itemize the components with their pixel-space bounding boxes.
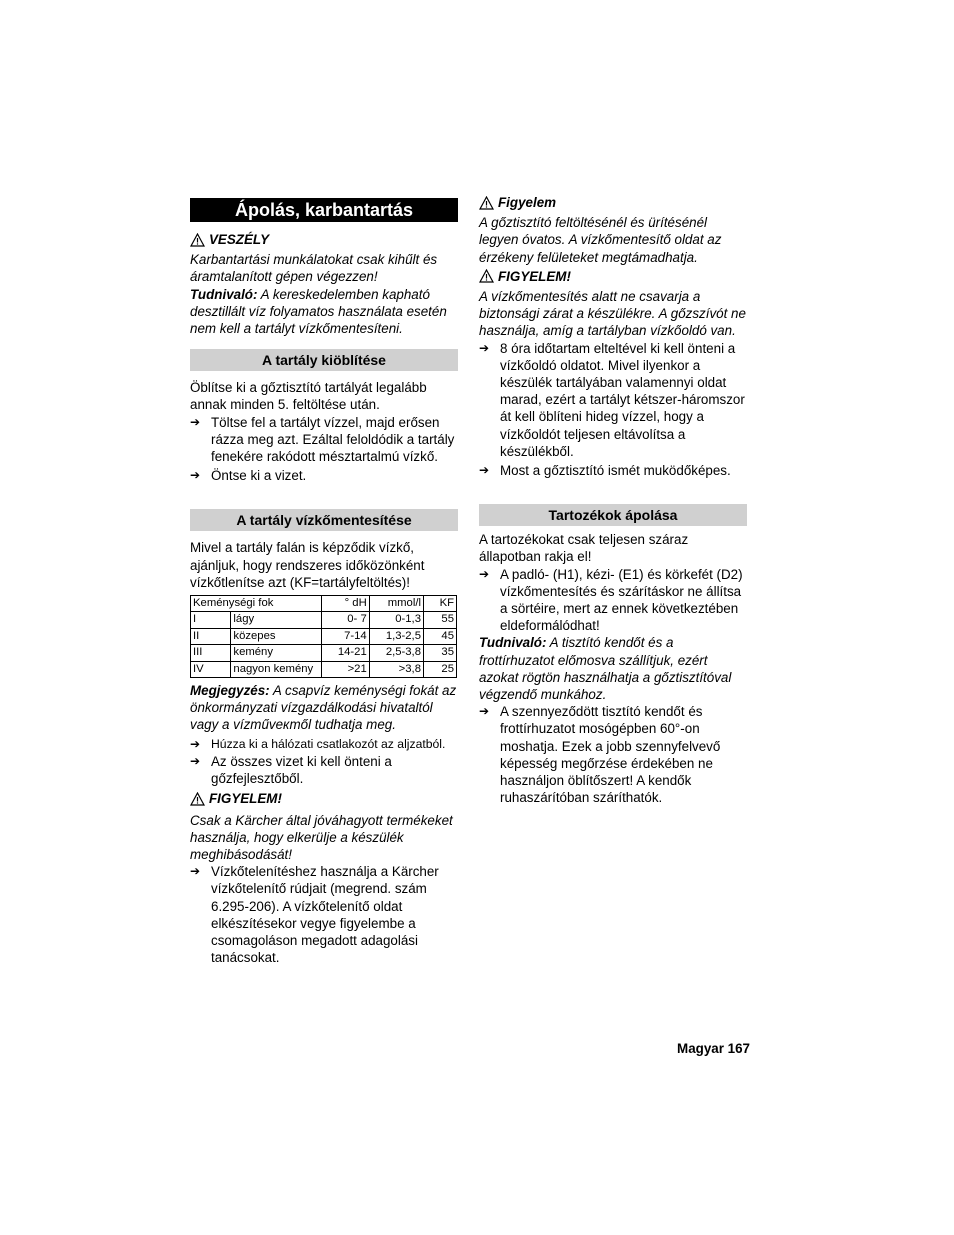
note-tudnivalo	[190, 286, 458, 338]
table-cell: 35	[423, 645, 456, 661]
warning-text: A gőztisztító feltöltésénél és ürítésénél legyen óvatos. A vízkőmentesítő oldat az érzékeny felületeket megtámadhatja.	[479, 215, 722, 265]
list-item	[479, 340, 747, 460]
warning-veszely	[190, 231, 458, 248]
step-text: Vízkőtelenítéshez használja a Kärcher vízkőtelenítő rúdjait (megrend. szám 6.295-206). A vízkőtelenítő oldat elkészítésekor vegye figyelembe a csomagoláson megadott adagolási tanácsokat.	[211, 864, 439, 966]
table-cell: 1,3-2,5	[369, 628, 423, 644]
table-cell: IV	[191, 661, 231, 677]
list-item	[190, 736, 458, 753]
section-heading-kiobites: A tartály kiöblítése	[190, 349, 458, 371]
arrow-right-icon: ➔	[190, 864, 201, 879]
table-cell: >3,8	[369, 661, 423, 677]
warning-triangle-icon	[190, 233, 205, 247]
warning-triangle-icon	[190, 792, 205, 806]
warning-triangle-icon	[479, 269, 494, 283]
warning-figyelem-small	[479, 194, 747, 211]
table-cell: 0-1,3	[369, 612, 423, 628]
hardness-table	[190, 595, 457, 678]
table-row	[191, 628, 457, 644]
warning-text: Csak a Kärcher által jóváhagyott termékeket használja, hogy elkerülje a készülék meghibásodását!	[190, 812, 453, 862]
step-text: Húzza ki a hálózati csatlakozót az aljzatból.	[211, 736, 446, 751]
step-text: A padló- (H1), kézi- (E1) és körkefét (D2) vízkőmentesítés és szárításkor ne állítsa a sörtéire, mert az ennek következtében eldeformálódhat!	[500, 566, 743, 634]
page-footer: Magyar 167	[677, 1041, 750, 1056]
table-cell: kemény	[231, 645, 321, 661]
section-intro: Öblítse ki a gőztisztító tartályát legalább annak minden 5. feltöltése után.	[190, 380, 427, 413]
warning-label: FIGYELEM!	[498, 268, 571, 284]
section-heading-tartozekok: Tartozékok ápolása	[479, 504, 747, 526]
table-cell: 7-14	[321, 628, 369, 644]
right-column	[479, 194, 747, 807]
table-cell: 25	[423, 661, 456, 677]
arrow-right-icon: ➔	[479, 566, 490, 581]
table-cell: II	[191, 628, 231, 644]
list-item	[190, 863, 458, 966]
table-cell: 2,5-3,8	[369, 645, 423, 661]
table-cell: 14-21	[321, 645, 369, 661]
step-text: Öntse ki a vizet.	[211, 468, 307, 484]
step-text: Most a gőztisztító ismét muködőképes.	[500, 463, 731, 479]
list-item	[190, 467, 458, 484]
step-text: Töltse fel a tartályt vízzel, majd erősen rázza meg azt. Ezáltal feloldódik a tartály fenekére rakódott mésztartalmú vízkő.	[211, 414, 455, 465]
note-label: Tudnivaló:	[190, 286, 258, 302]
table-row	[191, 645, 457, 661]
note-tudnivalo	[479, 634, 747, 703]
step-text: 8 óra időtartam elteltével ki kell önteni a vízkőoldó oldatot. Mivel ilyenkor a készülék tartályában valamennyi oldat marad, ezért a tartályt kétszer-háromszor át kell öblíteni hideg vízzel, hogy a vízkőoldót teljesen eltávolítsa a készülékből.	[500, 340, 745, 459]
warning-text: Karbantartási munkálatokat csak kihűlt és áramtalanított gépen végezzen!	[190, 252, 438, 285]
section-intro: A tartozékokat csak teljesen száraz állapotban rakja el!	[479, 532, 689, 565]
table-cell: 45	[423, 628, 456, 644]
warning-text: A vízkőmentesítés alatt ne csavarja a biztonsági zárat a készülékre. A gőzszívót ne használja, amíg a tartályban vízkőoldó van.	[479, 289, 746, 339]
table-cell: >21	[321, 661, 369, 677]
warning-label: VESZÉLY	[209, 232, 270, 247]
warning-label: FIGYELEM!	[209, 791, 282, 807]
list-item	[479, 462, 747, 479]
left-column	[190, 194, 458, 966]
step-text: Az összes vizet ki kell önteni a gőzfejlesztőből.	[211, 753, 392, 787]
note-label: Megjegyzés:	[190, 683, 270, 699]
table-cell: I	[191, 612, 231, 628]
warning-figyelem	[190, 790, 458, 807]
arrow-right-icon: ➔	[190, 414, 201, 429]
note-label: Tudnivaló:	[479, 635, 547, 651]
arrow-right-icon: ➔	[190, 468, 201, 483]
table-cell: lágy	[231, 612, 321, 628]
arrow-right-icon: ➔	[479, 704, 490, 719]
arrow-right-icon: ➔	[479, 463, 490, 478]
section-heading-vizkomentesites: A tartály vízkőmentesítése	[190, 509, 458, 531]
note-text: A tisztító kendőt és a frottírhuzatot előmosva szállítjuk, ezért azokat rögtön használhatja a gőztisztítóval végzendő munkához.	[479, 635, 732, 703]
warning-figyelem	[479, 268, 747, 285]
list-item	[190, 753, 458, 787]
list-item	[479, 703, 747, 806]
arrow-right-icon: ➔	[479, 340, 490, 355]
table-row	[191, 612, 457, 628]
list-item	[479, 566, 747, 635]
note-text: A csapvíz keménységi fokát az önkormányzati vízgazdálkodási hivataltól vagy a vízműveктől tudhatja meg.	[190, 683, 457, 733]
note-text: A kereskedelemben kapható desztillált víz folyamatos használata esetén nem kell a tartályt vízkőmentesíteni.	[190, 286, 447, 337]
table-cell: nagyon kemény	[231, 661, 321, 677]
note-megjegyzes	[190, 682, 458, 734]
table-header: KF	[423, 596, 456, 612]
table-cell: közepes	[231, 628, 321, 644]
table-header: ° dH	[321, 596, 369, 612]
warning-label: Figyelem	[498, 195, 557, 210]
step-text: A szennyeződött tisztító kendőt és frottírhuzatot mosógépben 60°-on moshatja. Ezek a jobb szennyfelvevő képesség megőrzése érdekében ne használjon öblítőszert! A kendők ruhaszárítóban száríthatók.	[500, 704, 721, 806]
list-item	[190, 414, 458, 466]
table-cell: III	[191, 645, 231, 661]
table-cell: 0- 7	[321, 612, 369, 628]
page-title: Ápolás, karbantartás	[190, 198, 458, 222]
arrow-right-icon: ➔	[190, 753, 201, 768]
table-cell: 55	[423, 612, 456, 628]
table-header: Keménységi fok	[191, 596, 322, 612]
table-row	[191, 661, 457, 677]
arrow-right-icon: ➔	[190, 736, 201, 751]
table-header-row	[191, 596, 457, 612]
section-intro: Mivel a tartály falán is képződik vízkő, ajánljuk, hogy rendszeres időközönként vízkőtlenítse azt (KF=tartályfeltöltés)!	[190, 540, 425, 590]
warning-triangle-icon	[479, 196, 494, 210]
table-header: mmol/l	[369, 596, 423, 612]
